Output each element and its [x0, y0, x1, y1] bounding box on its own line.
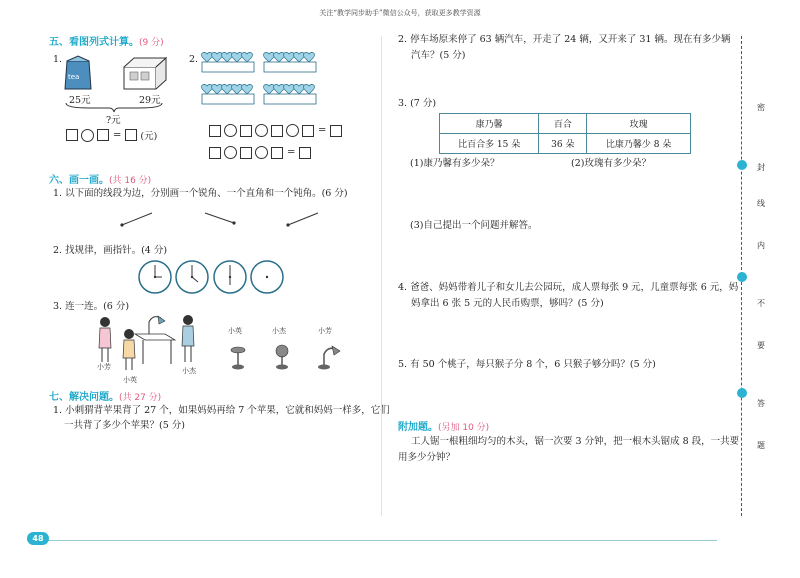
unit-label: (元) [140, 131, 158, 142]
top-name-2: 小杰 [272, 327, 286, 335]
answer-box[interactable] [240, 147, 252, 159]
extra-title: 附加题。 [398, 422, 438, 433]
s6-q2-text: 2. 找规律，画指针。(4 分) [53, 245, 168, 256]
children-desk-picture [95, 312, 205, 374]
top-name-3: 小芳 [318, 327, 332, 335]
seal-char: 密 [757, 103, 765, 112]
bottom-name-2: 小英 [123, 376, 137, 384]
table-row [440, 114, 691, 134]
seal-char: 线 [757, 199, 765, 208]
top-name-1: 小英 [228, 327, 242, 335]
extra-heading [398, 418, 489, 433]
section6-title: 六、画一画。 [49, 175, 109, 186]
operator-circle[interactable] [81, 129, 94, 142]
footer-rule [27, 540, 717, 541]
r-q2-line1: 2. 停车场原来停了 63 辆汽车，开走了 24 辆，又开来了 31 辆。现在有多少辆 [398, 34, 731, 45]
page-number-badge: 48 [27, 532, 49, 545]
table-header: 玫瑰 [587, 114, 691, 134]
answer-box[interactable] [299, 147, 311, 159]
operator-circle[interactable] [286, 124, 299, 137]
seal-char: 题 [757, 441, 765, 450]
seal-char: 内 [757, 241, 765, 250]
answer-box[interactable] [271, 147, 283, 159]
line-segments-picture [112, 209, 332, 231]
operator-circle[interactable] [255, 146, 268, 159]
r-q3-sub2: (2)玫瑰有多少朵？ [571, 158, 651, 169]
seal-char: 答 [757, 399, 765, 408]
price-box: 29元 [139, 95, 161, 106]
answer-box[interactable] [271, 125, 283, 137]
s7-q1-line2: 一共背了多少个苹果？(5 分) [64, 420, 185, 431]
equals-sign: = [318, 125, 327, 136]
answer-box[interactable] [209, 125, 221, 137]
answer-box[interactable] [240, 125, 252, 137]
seal-char: 不 [757, 299, 765, 308]
s5-q2-number: 2. [189, 54, 199, 65]
column-divider [381, 36, 382, 516]
r-q4-line2: 妈拿出 6 张 5 元的人民币购票，够吗？(5 分) [411, 298, 604, 309]
seal-char: 封 [757, 163, 765, 172]
s5-q2-equation-1 [209, 124, 342, 137]
seal-char: 要 [757, 341, 765, 350]
section6-points: (共 16 分) [109, 176, 152, 186]
table-header: 康乃馨 [440, 114, 539, 134]
answer-box[interactable] [66, 129, 78, 141]
s5-q2-equation-2 [209, 146, 311, 159]
section7-title: 七、解决问题。 [49, 392, 119, 403]
seal-dot [737, 272, 747, 282]
answer-box[interactable] [125, 129, 137, 141]
bottom-name-1: 小芳 [97, 363, 111, 371]
answer-box[interactable] [97, 129, 109, 141]
operator-circle[interactable] [255, 124, 268, 137]
table-cell: 比康乃馨少 8 朵 [587, 134, 691, 154]
seal-dot [737, 388, 747, 398]
s5-q1-number: 1. [53, 54, 63, 65]
s6-q3-text: 3. 连一连。(6 分) [53, 301, 130, 312]
total-question: ?元 [106, 115, 121, 126]
tea-label: tea [68, 73, 80, 81]
table-row [440, 134, 691, 154]
box-picture [122, 55, 168, 91]
section7-points: (共 27 分) [119, 393, 162, 403]
extra-line2: 用多少分钟？ [398, 452, 456, 463]
r-q2-line2: 汽车？(5 分) [411, 50, 466, 61]
table-cell: 36 朵 [539, 134, 587, 154]
extra-line1: 工人锯一根粗细均匀的木头，锯一次要 3 分钟，把一根木头锯成 8 段，一共要 [411, 436, 740, 447]
r-q3-text: 3. (7 分) [398, 98, 437, 109]
r-q3-sub3: (3)自己提出一个问题并解答。 [410, 220, 538, 231]
section5-points: (9 分) [139, 38, 164, 48]
s6-q1-text: 1. 以下面的线段为边，分别画一个锐角、一个直角和一个钝角。(6 分) [53, 188, 348, 199]
heart-groups-picture [200, 50, 330, 108]
r-q3-sub1: (1)康乃馨有多少朵？ [410, 158, 500, 169]
s7-q1-line1: 1. 小刺猬背苹果背了 27 个，如果妈妈再给 7 个苹果，它就和妈妈一样多，它们 [53, 405, 390, 416]
section6-heading [49, 171, 151, 186]
answer-box[interactable] [302, 125, 314, 137]
answer-box[interactable] [330, 125, 342, 137]
equals-sign: = [113, 129, 122, 141]
table-header: 百合 [539, 114, 587, 134]
section7-heading [49, 388, 161, 403]
clock-faces-picture [136, 258, 286, 298]
header-note: 关注“教学同步助手”微信公众号，获取更多教学资源 [319, 9, 481, 17]
table-cell: 比百合多 15 朵 [440, 134, 539, 154]
section5-heading [49, 33, 164, 48]
s5-q1-equation [66, 128, 157, 142]
equals-sign: = [287, 147, 296, 158]
bottom-name-3: 小杰 [182, 367, 196, 375]
lamp-views-picture [226, 344, 346, 372]
seal-dot [737, 160, 747, 170]
operator-circle[interactable] [224, 146, 237, 159]
operator-circle[interactable] [224, 124, 237, 137]
r-q4-line1: 4. 爸爸、妈妈带着儿子和女儿去公园玩，成人票每张 9 元，儿童票每张 6 元，妈 [398, 282, 739, 293]
answer-box[interactable] [209, 147, 221, 159]
section5-title: 五、看图列式计算。 [49, 37, 139, 48]
r-q5-text: 5. 有 50 个桃子，每只猴子分 8 个，6 只猴子够分吗？(5 分) [398, 359, 656, 370]
flower-table [439, 113, 691, 154]
price-tea: 25元 [69, 95, 91, 106]
extra-points: (另加 10 分) [438, 423, 490, 433]
